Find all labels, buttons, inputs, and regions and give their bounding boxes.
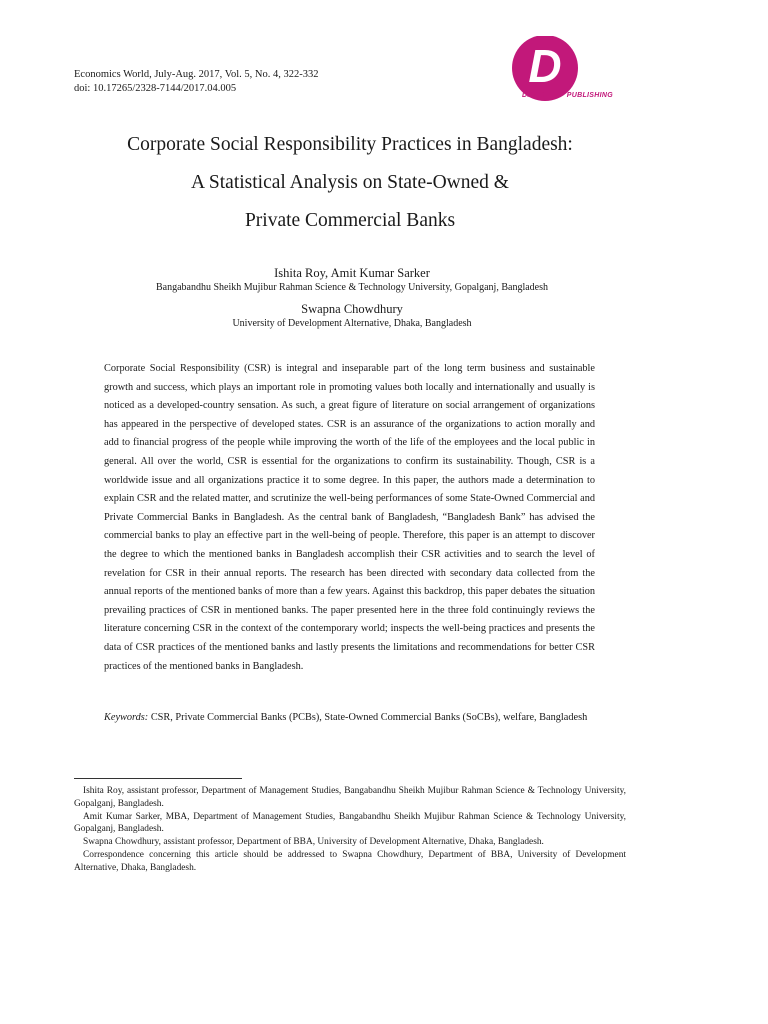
logo-letter: D <box>528 40 562 92</box>
author-block <box>0 265 768 339</box>
journal-header <box>74 68 318 95</box>
author-names-1: Ishita Roy, Amit Kumar Sarker <box>274 266 430 280</box>
journal-citation: Economics World, July-Aug. 2017, Vol. 5, No. 4, 322-332 <box>74 69 319 80</box>
keywords <box>104 709 595 728</box>
author-names-2: Swapna Chowdhury <box>301 302 403 316</box>
keywords-label: Keywords: <box>104 712 149 723</box>
footnote-1: Ishita Roy, assistant professor, Department of Management Studies, Bangabandhu Sheikh Mujibur Rahman Science & Technology University, Gopalganj, Bangladesh. <box>74 786 626 809</box>
logo-wordmark <box>522 92 613 99</box>
footnote-3: Swapna Chowdhury, assistant professor, Department of BBA, University of Development Alternative, Dhaka, Bangladesh. <box>83 837 544 848</box>
logo-word-right: PUBLISHING <box>566 92 613 99</box>
keywords-text: CSR, Private Commercial Banks (PCBs), State-Owned Commercial Banks (SoCBs), welfare, Bangladesh <box>150 712 588 723</box>
title-line-2: A Statistical Analysis on State-Owned & <box>191 172 509 193</box>
title-line-1: Corporate Social Responsibility Practices in Bangladesh: <box>127 134 573 155</box>
footnotes <box>74 785 626 875</box>
affiliation-2: University of Development Alternative, Dhaka, Bangladesh <box>232 318 472 329</box>
paper-title <box>0 126 768 240</box>
title-line-3: Private Commercial Banks <box>244 210 456 231</box>
footnote-rule <box>74 778 242 779</box>
footnote-4: Correspondence concerning this article should be addressed to Swapna Chowdhury, Department of BBA, University of Development Alternative, Dhaka, Bangladesh. <box>74 849 626 873</box>
footnote-2: Amit Kumar Sarker, MBA, Department of Management Studies, Bangabandhu Sheikh Mujibur Rahman Science & Technology University, Gopalganj, Bangladesh. <box>74 811 626 835</box>
affiliation-1: Bangabandhu Sheikh Mujibur Rahman Science & Technology University, Gopalganj, Bangladesh <box>155 282 548 293</box>
abstract: Corporate Social Responsibility (CSR) is integral and inseparable part of the long term business and sustainable growth and success, which plays an important role in promoting values both locally and internationally and usually is noticed as a developed-country sensation. As such, a great figure of literature on social arrangement of organizations has appeared in the perspective of developed states. CSR is an assurance of the organizations to action morally and add to financial progress of the people while improving the worth of the life of the employees and the local public in general. All over the world, CSR is essential for the organizations to confirm its sustainability. Though, CSR is a worldwide issue and all organizations practice it to some degree. In this paper, the authors made a determination to explain CSR and the related matter, and scrutinize the well-being performances of some State-Owned Commercial and Private Commercial Banks in Bangladesh. As the central bank of Bangladesh, “Bangladesh Bank” has advised the commercial banks to play an effective part in the well-being of people. Therefore, this paper is an attempt to discover the degree to which the mentioned banks in Bangladesh accomplish their CSR activities and to search the level of revelation for CSR in their annual reports. The research has been directed with secondary data collected from the annual reports of the mentioned banks of more than a few years. Against this backdrop, this paper debates the situation prevailing practices of CSR in mentioned banks. The paper presented here in the three fold continuingly reviews the literature concerning CSR in the context of the contemporary world; inspects the well-being practices and presents the data of CSR practices of the mentioned banks and lastly presents the limitations and recommendations for better CSR practices of the mentioned banks in Bangladesh. <box>104 363 595 672</box>
doi-line: doi: 10.17265/2328-7144/2017.04.005 <box>74 82 237 94</box>
logo-word-left: DAVID <box>522 92 545 99</box>
